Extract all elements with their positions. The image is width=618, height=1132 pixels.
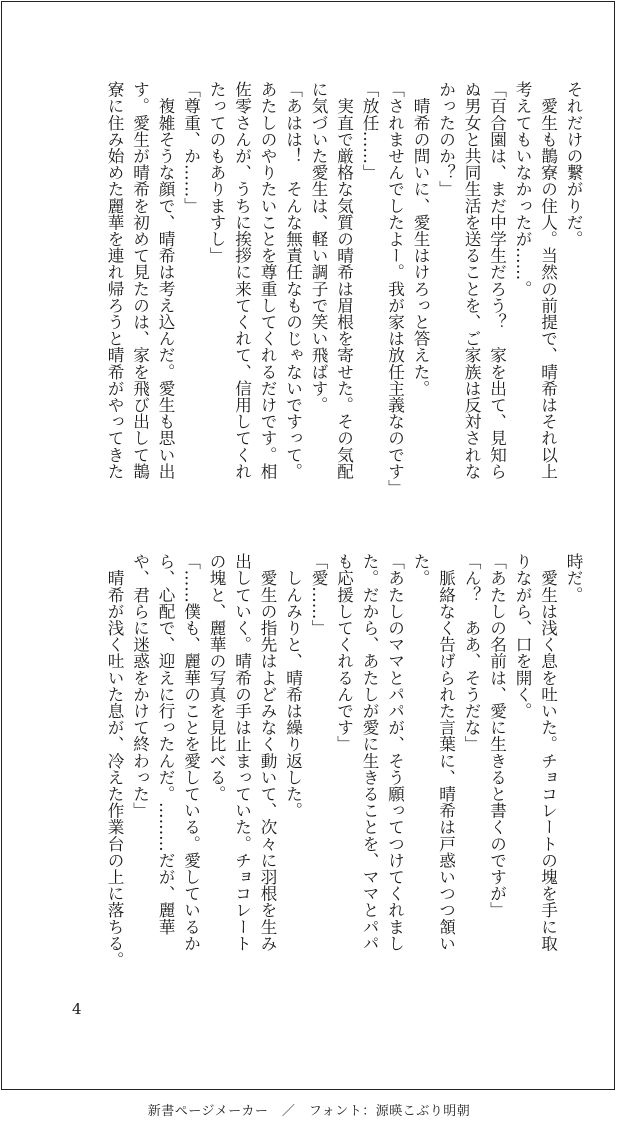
text-line: ぬ男女と共同生活を送ることを、ご家族は反対されな bbox=[462, 81, 481, 480]
book-page bbox=[1, 1, 615, 1090]
text-line: 実直で厳格な気質の晴希は眉根を寄せた。その気配 bbox=[334, 81, 354, 480]
text-line: 「ん？ ああ、そうだな」 bbox=[462, 553, 481, 753]
text-line: 「尊重、か……」 bbox=[181, 81, 201, 214]
text-block-bottom bbox=[102, 553, 587, 1008]
text-line: 「百合園は、まだ中学生だろう？ 家を出て、見知ら bbox=[487, 81, 507, 480]
text-block-top bbox=[102, 81, 587, 536]
text-line: ら、心配で、迎えに行ったんだ。………だが、麗華 bbox=[156, 553, 175, 935]
text-line: の塊と、麗華の写真を見比べる。 bbox=[207, 553, 226, 802]
text-line: や、君らに迷惑をかけて終わった」 bbox=[130, 553, 150, 819]
text-line: あたしのやりたいことを尊重してくれるだけです。相 bbox=[258, 81, 277, 480]
text-line: 愛生も鵲寮の住人。当然の前提で、晴希はそれ以上 bbox=[538, 81, 558, 480]
text-line: 「されませんでしたよー。我が家は放任主義なのです」 bbox=[385, 81, 405, 496]
text-line: 晴希の問いに、愛生はけろっと答えた。 bbox=[411, 81, 430, 397]
text-line: 「あたしの名前は、愛に生きると書くのですが」 bbox=[487, 553, 507, 919]
footer-credit: 新書ページメーカー ／ フォント：源暎こぶり明朝 bbox=[147, 1104, 471, 1119]
text-line: た。 bbox=[411, 553, 430, 587]
text-line: も応援してくれるんです」 bbox=[334, 553, 354, 753]
text-line: 複雑そうな顔で、晴希は考え込んだ。愛生も思い出 bbox=[156, 81, 175, 480]
text-line: たってのもありますし」 bbox=[207, 81, 226, 264]
text-line: た。だから、あたしが愛に生きることを、ママとパパ bbox=[360, 553, 379, 952]
text-line: 愛生は浅く息を吐いた。チョコレートの塊を手に取 bbox=[538, 553, 558, 952]
text-line: 「あはは！ そんな無責任なものじゃないですって。 bbox=[283, 81, 303, 480]
text-line: 「……僕も、麗華のことを愛している。愛しているか bbox=[181, 553, 201, 952]
text-line: 晴希が浅く吐いた息が、冷えた作業台の上に落ちる。 bbox=[105, 553, 124, 968]
text-line: 出していく。晴希の手は止まっていた。チョコレート bbox=[232, 553, 252, 952]
text-line: 時だ。 bbox=[564, 553, 583, 603]
text-line: 考えてもいなかったが……。 bbox=[513, 81, 532, 297]
text-line: 「愛……」 bbox=[309, 553, 328, 636]
text-line: かったのか？」 bbox=[436, 81, 456, 198]
text-line: 佐零さんが、うちに挨拶に来てくれて、信用してくれ bbox=[232, 81, 252, 480]
text-line: 愛生の指先はよどみなく動いて、次々に羽根を生み bbox=[258, 553, 277, 952]
text-line: 「あたしのママとパパが、そう願ってつけてくれまし bbox=[385, 553, 405, 952]
page-number: 4 bbox=[72, 1000, 82, 1018]
text-line: 「放任……」 bbox=[360, 81, 379, 181]
text-line: す。愛生が晴希を初めて見たのは、家を飛び出して鵲 bbox=[130, 81, 150, 480]
text-line: それだけの繋がりだ。 bbox=[564, 81, 583, 247]
text-line: しんみりと、晴希は繰り返した。 bbox=[283, 553, 303, 819]
text-line: 寮に住み始めた麗華を連れ帰ろうと晴希がやってきた bbox=[105, 81, 124, 480]
text-line: りながら、口を開く。 bbox=[513, 553, 532, 719]
text-line: に気づいた愛生は、軽い調子で笑い飛ばす。 bbox=[309, 81, 328, 413]
text-line: 脈絡なく告げられた言葉に、晴希は戸惑いつつ頷い bbox=[436, 553, 456, 952]
